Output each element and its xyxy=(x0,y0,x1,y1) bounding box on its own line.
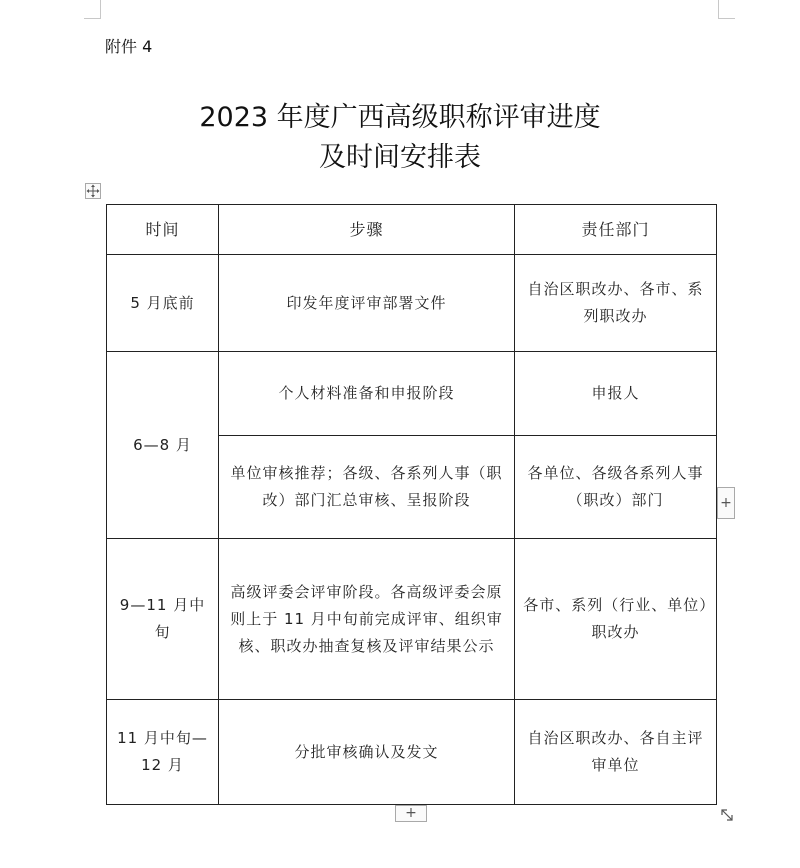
table-move-handle[interactable] xyxy=(85,183,101,199)
page-title xyxy=(0,98,800,178)
crop-mark xyxy=(84,18,101,19)
header-dept: 责任部门 xyxy=(515,205,717,255)
cell-step: 印发年度评审部署文件 xyxy=(219,255,515,352)
crop-mark xyxy=(718,0,719,18)
cell-time: 5 月底前 xyxy=(107,255,219,352)
title-line-1: 2023 年度广西高级职称评审进度 xyxy=(199,102,601,133)
table-row xyxy=(107,700,717,805)
cell-time: 6—8 月 xyxy=(107,352,219,539)
table-resize-handle[interactable] xyxy=(718,806,736,824)
add-column-button[interactable]: + xyxy=(717,487,735,519)
move-arrows-icon xyxy=(86,184,100,198)
schedule-table xyxy=(106,204,717,805)
cell-step: 个人材料准备和申报阶段 xyxy=(219,352,515,436)
add-row-button[interactable]: + xyxy=(395,805,427,822)
header-time: 时间 xyxy=(107,205,219,255)
header-step: 步骤 xyxy=(219,205,515,255)
cell-dept: 自治区职改办、各自主评审单位 xyxy=(515,700,717,805)
cell-dept: 自治区职改办、各市、系列职改办 xyxy=(515,255,717,352)
table-row xyxy=(107,539,717,700)
title-line-2: 及时间安排表 xyxy=(319,142,481,173)
cell-step: 分批审核确认及发文 xyxy=(219,700,515,805)
cell-dept: 申报人 xyxy=(515,352,717,436)
cell-dept: 各单位、各级各系列人事（职改）部门 xyxy=(515,436,717,539)
attachment-label: 附件 4 xyxy=(105,37,153,56)
resize-arrow-icon xyxy=(718,806,736,824)
table-row xyxy=(107,352,717,436)
crop-mark xyxy=(100,0,101,18)
cell-time: 9—11 月中旬 xyxy=(107,539,219,700)
table-header-row xyxy=(107,205,717,255)
cell-time: 11 月中旬—12 月 xyxy=(107,700,219,805)
cell-step: 高级评委会评审阶段。各高级评委会原则上于 11 月中旬前完成评审、组织审核、职改办抽查复核及评审结果公示 xyxy=(219,539,515,700)
cell-step: 单位审核推荐；各级、各系列人事（职改）部门汇总审核、呈报阶段 xyxy=(219,436,515,539)
cell-dept: 各市、系列（行业、单位）职改办 xyxy=(515,539,717,700)
table-row xyxy=(107,255,717,352)
crop-mark xyxy=(718,18,735,19)
